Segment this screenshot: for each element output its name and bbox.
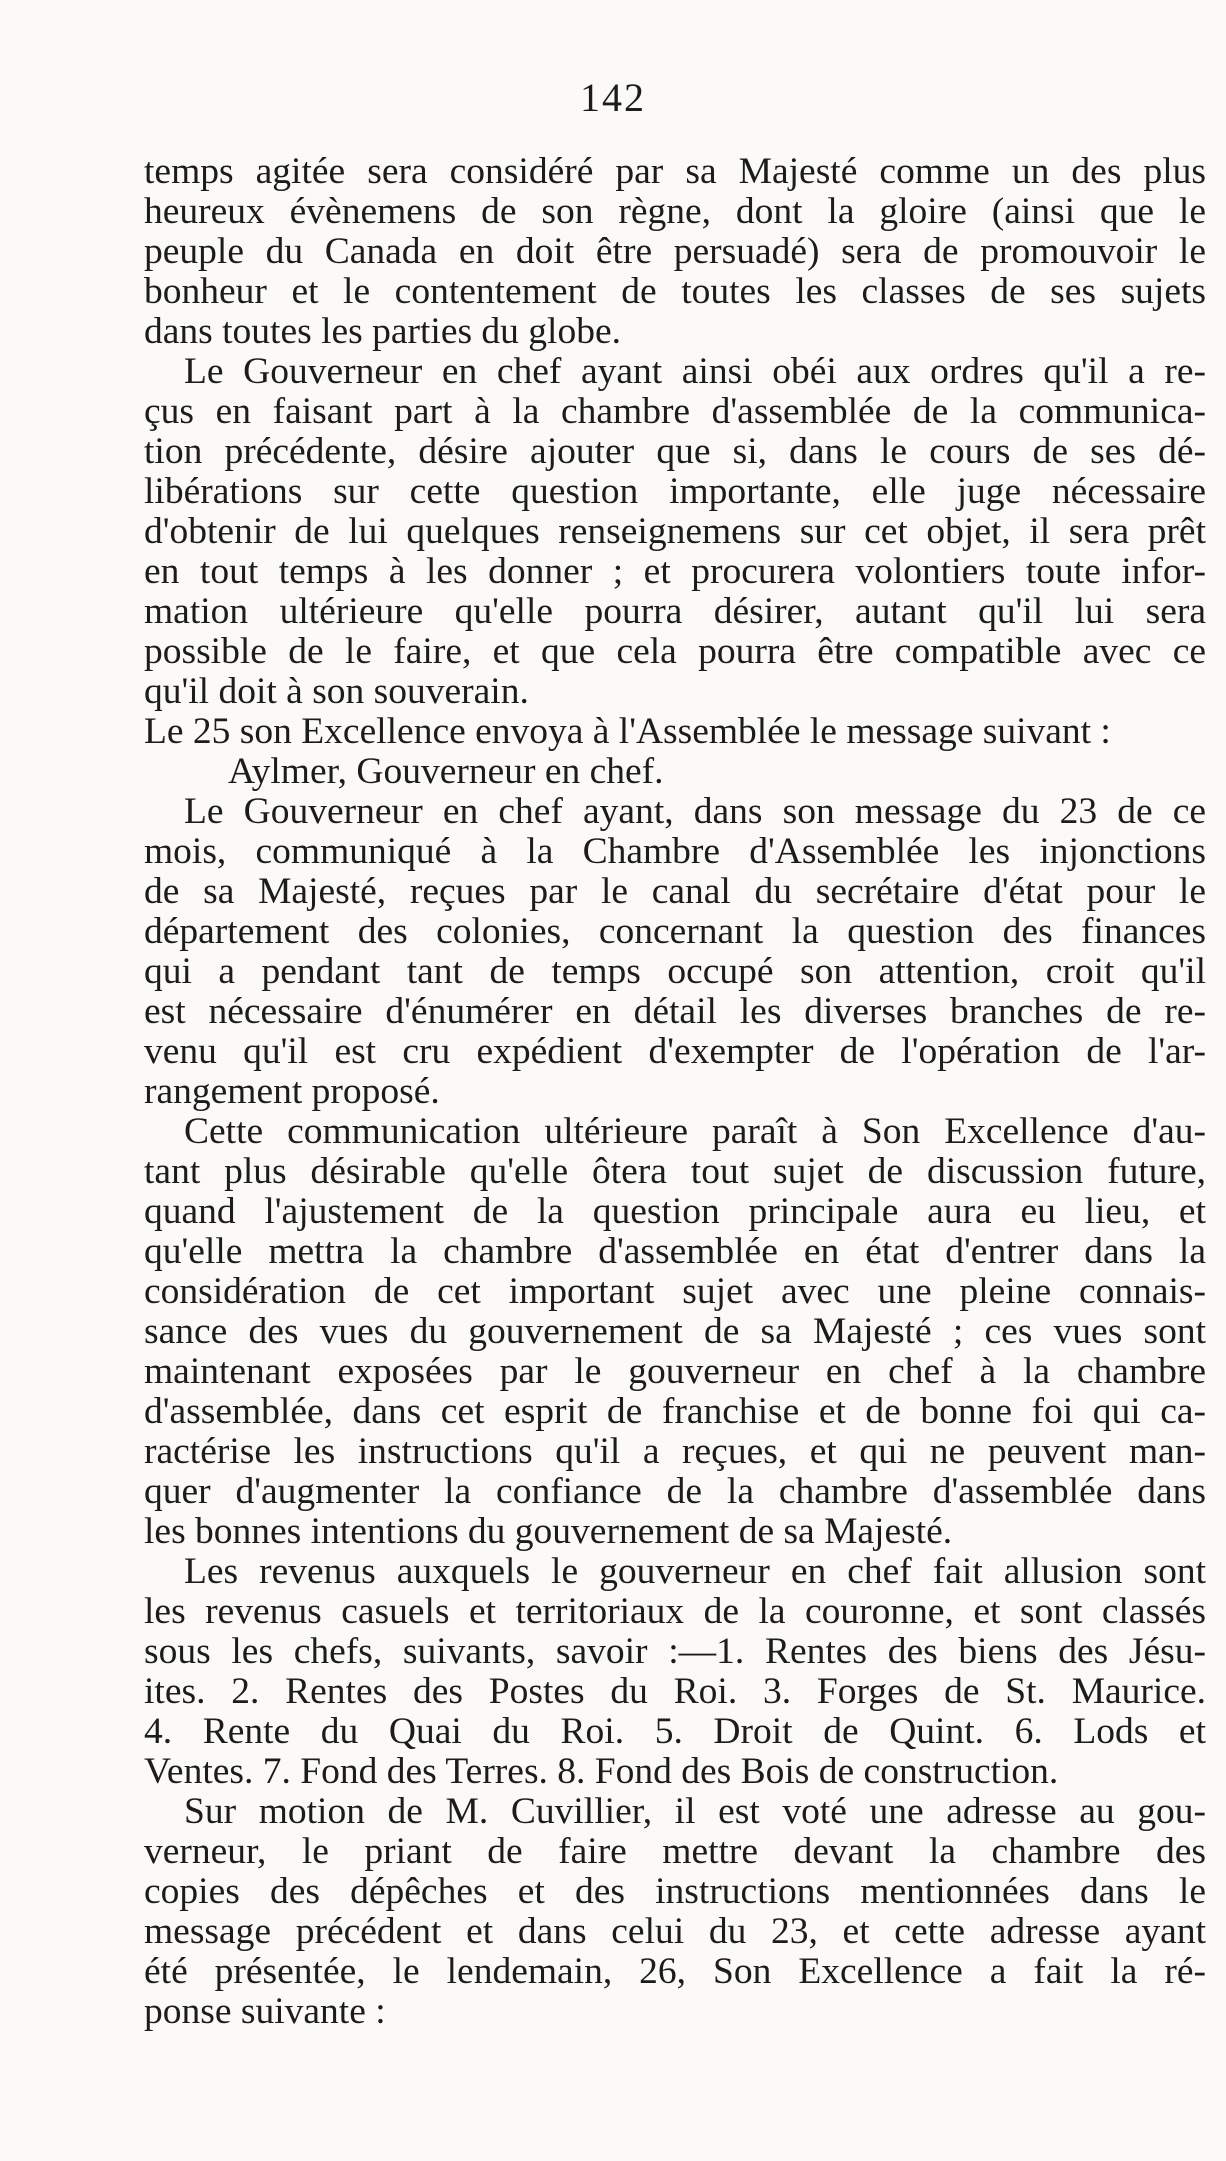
signature-line: Aylmer, Gouverneur en chef.: [228, 751, 664, 792]
text-line: Les revenus auxquels le gouverneur en chef fait allusion sont: [184, 1551, 1206, 1592]
text-line: temps agitée sera considéré par sa Majesté comme un des plus: [144, 151, 1206, 192]
text-line: Le Gouverneur en chef ayant ainsi obéi aux ordres qu'il a re-: [184, 351, 1206, 392]
text-line: de sa Majesté, reçues par le canal du secrétaire d'état pour le: [144, 871, 1206, 912]
text-line: mois, communiqué à la Chambre d'Assemblée les injonctions: [144, 831, 1206, 872]
text-line: Ventes. 7. Fond des Terres. 8. Fond des Bois de construction.: [144, 1751, 1059, 1792]
text-line: dans toutes les parties du globe.: [144, 311, 621, 352]
text-line: ites. 2. Rentes des Postes du Roi. 3. Forges de St. Maurice.: [144, 1671, 1206, 1712]
signature: [144, 752, 1206, 792]
text-line: considération de cet important sujet avec une pleine connais-: [144, 1271, 1206, 1312]
text-line: quand l'ajustement de la question principale aura eu lieu, et: [144, 1191, 1206, 1232]
text-line: tant plus désirable qu'elle ôtera tout sujet de discussion future,: [144, 1151, 1206, 1192]
paragraph: [144, 712, 1206, 752]
text-line: ponse suivante :: [144, 1991, 386, 2032]
text-line: sous les chefs, suivants, savoir :—1. Rentes des biens des Jésu-: [144, 1631, 1206, 1672]
text-line: maintenant exposées par le gouverneur en chef à la chambre: [144, 1351, 1206, 1392]
text-line: Le Gouverneur en chef ayant, dans son message du 23 de ce: [184, 791, 1206, 832]
text-line: verneur, le priant de faire mettre devant la chambre des: [144, 1831, 1206, 1872]
paragraph: [144, 1112, 1206, 1552]
paragraph: [144, 352, 1206, 712]
text-line: est nécessaire d'énumérer en détail les diverses branches de re-: [144, 991, 1206, 1032]
paragraph: [144, 792, 1206, 1112]
text-line: tion précédente, désire ajouter que si, dans le cours de ses dé-: [144, 431, 1206, 472]
text-line: rangement proposé.: [144, 1071, 440, 1112]
text-line: 4. Rente du Quai du Roi. 5. Droit de Quint. 6. Lods et: [144, 1711, 1206, 1752]
text-line: qui a pendant tant de temps occupé son attention, croit qu'il: [144, 951, 1206, 992]
text-line: libérations sur cette question importante, elle juge nécessaire: [144, 471, 1206, 512]
text-line: département des colonies, concernant la question des finances: [144, 911, 1206, 952]
text-line: d'obtenir de lui quelques renseignemens sur cet objet, il sera prêt: [144, 511, 1206, 552]
text-line: venu qu'il est cru expédient d'exempter de l'opération de l'ar-: [144, 1031, 1206, 1072]
text-line: ractérise les instructions qu'il a reçues, et qui ne peuvent man-: [144, 1431, 1206, 1472]
body-text: [144, 152, 1206, 2032]
text-line: copies des dépêches et des instructions mentionnées dans le: [144, 1871, 1206, 1912]
text-line: d'assemblée, dans cet esprit de franchise et de bonne foi qui ca-: [144, 1391, 1206, 1432]
paragraph: [144, 1792, 1206, 2032]
text-line: message précédent et dans celui du 23, et cette adresse ayant: [144, 1911, 1206, 1952]
text-line: mation ultérieure qu'elle pourra désirer, autant qu'il lui sera: [144, 591, 1206, 632]
text-line: çus en faisant part à la chambre d'assemblée de la communica-: [144, 391, 1206, 432]
text-line: peuple du Canada en doit être persuadé) sera de promouvoir le: [144, 231, 1206, 272]
text-line: les revenus casuels et territoriaux de la couronne, et sont classés: [144, 1591, 1206, 1632]
text-line: sance des vues du gouvernement de sa Majesté ; ces vues sont: [144, 1311, 1206, 1352]
page-number: 142: [580, 75, 646, 120]
text-line: Sur motion de M. Cuvillier, il est voté une adresse au gou-: [184, 1791, 1206, 1832]
paragraph-continuation: [144, 152, 1206, 352]
text-line: possible de le faire, et que cela pourra être compatible avec ce: [144, 631, 1206, 672]
paragraph: [144, 1552, 1206, 1792]
text-line: qu'elle mettra la chambre d'assemblée en état d'entrer dans la: [144, 1231, 1206, 1272]
text-line: quer d'augmenter la confiance de la chambre d'assemblée dans: [144, 1471, 1206, 1512]
text-line: les bonnes intentions du gouvernement de sa Majesté.: [144, 1511, 953, 1552]
text-line: en tout temps à les donner ; et procurera volontiers toute infor-: [144, 551, 1206, 592]
text-line: bonheur et le contentement de toutes les classes de ses sujets: [144, 271, 1206, 312]
text-line: heureux évènemens de son règne, dont la gloire (ainsi que le: [144, 191, 1206, 232]
text-line: qu'il doit à son souverain.: [144, 671, 529, 712]
text-line: Cette communication ultérieure paraît à Son Excellence d'au-: [184, 1111, 1206, 1152]
text-line: Le 25 son Excellence envoya à l'Assemblée le message suivant :: [144, 711, 1111, 752]
text-line: été présentée, le lendemain, 26, Son Excellence a fait la ré-: [144, 1951, 1206, 1992]
